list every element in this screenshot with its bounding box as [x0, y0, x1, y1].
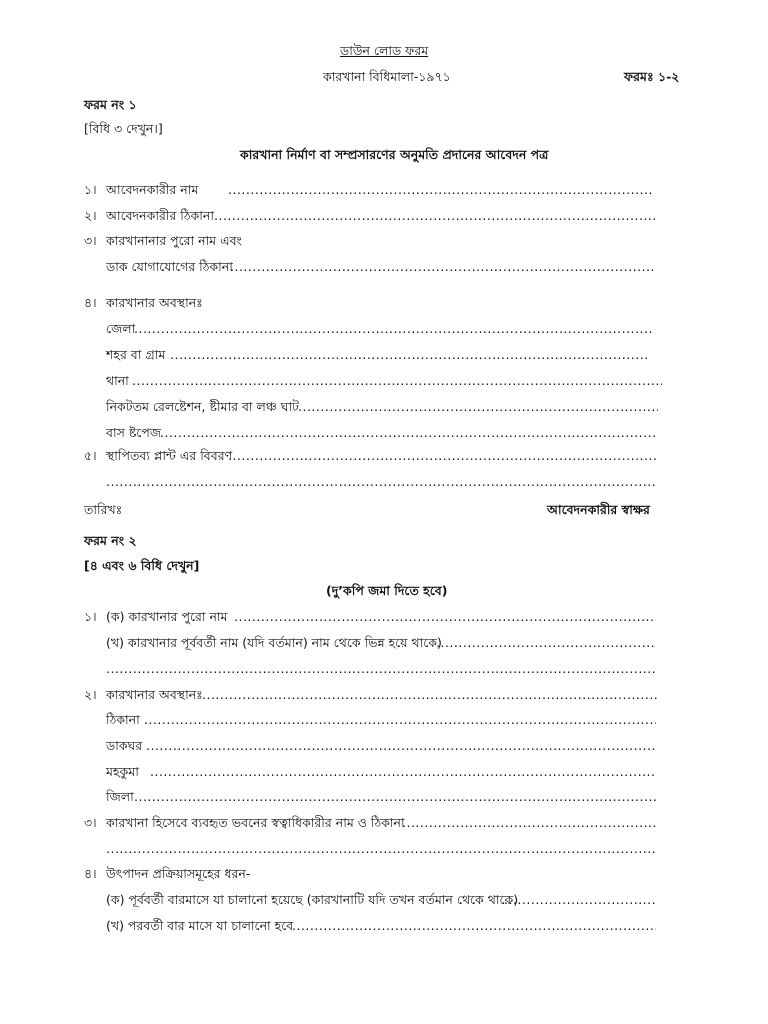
form2-next-months-label: (খ) পরবর্তী বার মাসে যা চালানো হবে	[106, 918, 294, 933]
form1-applicant-name-field[interactable]	[228, 182, 654, 198]
form1-district-label: জেলা	[106, 321, 136, 336]
form1-thana-field[interactable]	[132, 373, 662, 389]
form1-item2-number: ২।	[84, 208, 97, 223]
form1-applicant-name-label: আবেদনকারীর নাম	[106, 182, 199, 197]
form-code: ফরমঃ ১-২	[624, 69, 680, 84]
form2-previous-name-field[interactable]	[436, 635, 656, 651]
form2-item1-number: ১।	[84, 609, 97, 624]
form2-next-months-field[interactable]	[292, 918, 656, 934]
form1-number: ফরম নং ১	[84, 97, 137, 112]
form1-postal-address-field[interactable]	[230, 259, 653, 275]
form1-date-label: তারিখঃ	[84, 502, 123, 517]
form2-building-owner-field[interactable]	[402, 815, 658, 831]
form1-town-village-label: শহর বা গ্রাম	[106, 347, 166, 362]
form1-applicant-address-field[interactable]	[214, 208, 655, 224]
form1-heading: কারখানা নির্মাণ বা সম্প্রসারণের অনুমতি প্রদানের আবেদন পত্র	[240, 147, 549, 162]
form2-rule-reference: [৪ এবং ৬ বিধি দেখুন]	[84, 558, 200, 573]
form2-building-owner-field-line2[interactable]	[106, 841, 656, 857]
form2-number: ফরম নং ২	[84, 533, 137, 548]
form2-previous-months-field[interactable]	[504, 892, 656, 908]
form2-previous-months-label: (ক) পূর্ববর্তী বারমাসে যা চালানো হয়েছে (কারখানাটি যদি তখন বর্তমান থেকে থাকে)	[106, 892, 519, 907]
form2-subdivision-field[interactable]	[150, 764, 656, 780]
form1-signature-label: আবেদনকারীর স্বাক্ষর	[547, 502, 650, 517]
form1-bus-stoppage-label: বাস ষ্টপেজ	[106, 425, 161, 440]
form2-item2-number: ২।	[84, 687, 97, 702]
form2-post-office-label: ডাকঘর	[106, 738, 143, 753]
form1-plant-description-label: স্থাপিতব্য প্লান্ট এর বিবরণ	[106, 448, 233, 463]
form2-address-field[interactable]	[144, 712, 656, 728]
form2-heading: (দু’কপি জমা দিতে হবে)	[326, 583, 448, 598]
rules-title: কারখানা বিধিমালা-১৯৭১	[323, 69, 451, 84]
form1-nearest-station-label: নিকটতম রেলষ্টেশন, ষ্টীমার বা লঞ্চ ঘাট	[106, 399, 299, 414]
form1-rule-reference: [বিধি ৩ দেখুন।]	[84, 121, 163, 136]
form2-address-label: ঠিকানা	[106, 712, 140, 727]
form1-applicant-address-label: আবেদনকারীর ঠিকানা	[106, 208, 214, 223]
form1-plant-description-field-line2[interactable]	[106, 474, 656, 490]
form1-factory-location-label: কারখানার অবস্থানঃ	[106, 295, 203, 310]
form2-post-office-field[interactable]	[146, 738, 656, 754]
form1-item1-number: ১।	[84, 182, 97, 197]
form2-subdivision-label: মহকুমা	[106, 764, 139, 779]
form1-factory-full-name-label: কারখানানার পুরো নাম এবং	[106, 233, 242, 248]
form1-item3-number: ৩।	[84, 233, 97, 248]
form1-plant-description-field[interactable]	[228, 448, 656, 464]
form1-item4-number: ৪।	[84, 295, 97, 310]
form2-factory-full-name-field[interactable]	[234, 609, 656, 625]
form2-previous-name-field-line2[interactable]	[106, 661, 656, 677]
form1-item5-number: ৫।	[84, 448, 97, 463]
form2-factory-location-label: কারখানার অবস্থানঃ	[106, 687, 203, 702]
form1-postal-address-label: ডাক যোগাযোগের ঠিকানা	[106, 259, 233, 274]
form1-town-village-field[interactable]	[170, 347, 650, 363]
form1-thana-label: থানা	[106, 373, 129, 388]
form1-bus-stoppage-field[interactable]	[160, 425, 655, 441]
form1-nearest-station-field[interactable]	[298, 399, 658, 415]
form2-factory-location-field[interactable]	[202, 687, 658, 703]
form1-district-field[interactable]	[134, 321, 652, 337]
download-form-title: ডাউন লোড ফরম	[340, 43, 429, 58]
form2-factory-full-name-label: (ক) কারখানার পুরো নাম	[106, 609, 228, 624]
form2-previous-name-label: (খ) কারখানার পূর্ববর্তী নাম (যদি বর্তমান) নাম থেকে ভিন্ন হয়ে থাকে)	[106, 635, 442, 650]
form2-item3-number: ৩।	[84, 815, 97, 830]
form2-production-processes-label: উৎপাদন প্রক্রিয়াসমূহের ধরন-	[106, 866, 251, 881]
form2-district-field[interactable]	[134, 789, 656, 805]
form2-district-label: জিলা	[106, 789, 134, 804]
form2-building-owner-label: কারখানা হিসেবে ব্যবহৃত ভবনের স্বত্বাধিকারীর নাম ও ঠিকানা	[106, 815, 405, 830]
form2-item4-number: ৪।	[84, 866, 97, 881]
